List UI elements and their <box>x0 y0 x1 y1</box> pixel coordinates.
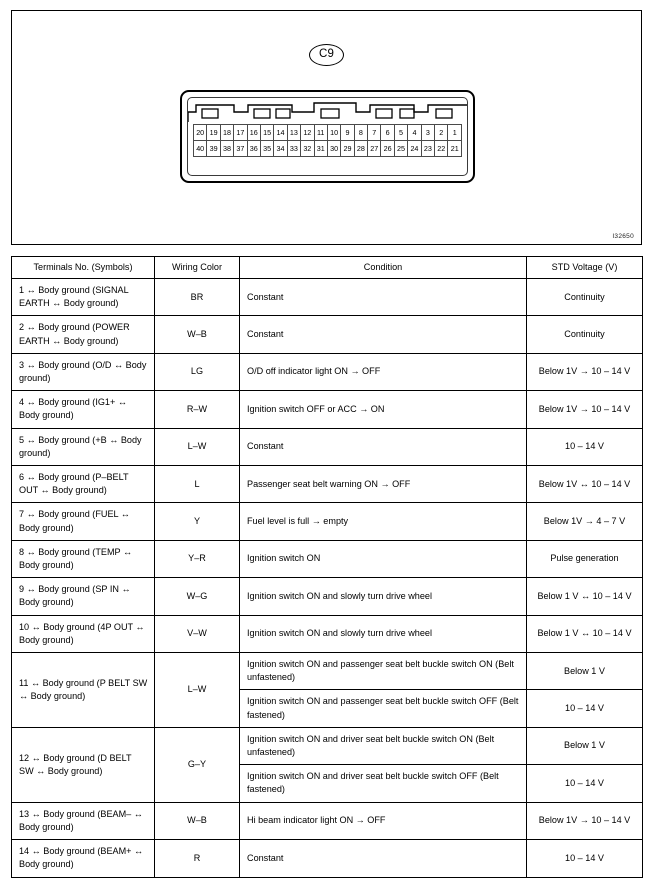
pin-cell: 27 <box>368 141 381 157</box>
cell-terminal: 11 ↔ Body ground (P BELT SW ↔ Body ground) <box>12 653 155 728</box>
cell-wiring-color: Y <box>155 503 240 540</box>
cell-voltage: 10 – 14 V <box>527 840 643 877</box>
cell-voltage: Below 1 V <box>527 727 643 764</box>
pin-cell: 19 <box>207 125 220 141</box>
pin-cell: 10 <box>327 125 340 141</box>
cell-voltage: Below 1 V ↔ 10 – 14 V <box>527 578 643 615</box>
table-row <box>12 316 643 353</box>
cell-voltage: 10 – 14 V <box>527 765 643 802</box>
cell-voltage: Below 1 V ↔ 10 – 14 V <box>527 615 643 652</box>
pin-cell: 25 <box>394 141 407 157</box>
cell-voltage: Below 1 V <box>527 653 643 690</box>
pin-cell: 20 <box>194 125 207 141</box>
table-row <box>12 653 643 690</box>
pin-cell: 1 <box>448 125 462 141</box>
cell-condition: Constant <box>240 316 527 353</box>
pin-cell: 6 <box>381 125 394 141</box>
cell-wiring-color: BR <box>155 279 240 316</box>
cell-wiring-color: L–W <box>155 653 240 728</box>
cell-condition: Constant <box>240 279 527 316</box>
cell-wiring-color: LG <box>155 353 240 390</box>
pin-cell: 13 <box>287 125 300 141</box>
table-row <box>12 391 643 428</box>
cell-terminal: 2 ↔ Body ground (POWER EARTH ↔ Body ground) <box>12 316 155 353</box>
cell-condition: Fuel level is full → empty <box>240 503 527 540</box>
table-row <box>12 279 643 316</box>
cell-voltage: Below 1V → 10 – 14 V <box>527 353 643 390</box>
header-terminals: Terminals No. (Symbols) <box>12 257 155 279</box>
cell-terminal: 8 ↔ Body ground (TEMP ↔ Body ground) <box>12 540 155 577</box>
pin-cell: 11 <box>314 125 327 141</box>
table-row <box>12 615 643 652</box>
header-condition: Condition <box>240 257 527 279</box>
pin-cell: 23 <box>421 141 434 157</box>
cell-wiring-color: W–G <box>155 578 240 615</box>
cell-terminal: 4 ↔ Body ground (IG1+ ↔ Body ground) <box>12 391 155 428</box>
cell-wiring-color: L <box>155 466 240 503</box>
table-row <box>12 503 643 540</box>
cell-condition: Ignition switch ON and passenger seat belt buckle switch ON (Belt unfastened) <box>240 653 527 690</box>
pin-cell: 39 <box>207 141 220 157</box>
cell-terminal: 6 ↔ Body ground (P–BELT OUT ↔ Body ground) <box>12 466 155 503</box>
cell-voltage: Pulse generation <box>527 540 643 577</box>
cell-terminal: 7 ↔ Body ground (FUEL ↔ Body ground) <box>12 503 155 540</box>
cell-terminal: 14 ↔ Body ground (BEAM+ ↔ Body ground) <box>12 840 155 877</box>
cell-terminal: 10 ↔ Body ground (4P OUT ↔ Body ground) <box>12 615 155 652</box>
table-header-row <box>12 257 643 279</box>
cell-wiring-color: R–W <box>155 391 240 428</box>
header-wiring-color: Wiring Color <box>155 257 240 279</box>
pin-cell: 26 <box>381 141 394 157</box>
pin-cell: 35 <box>260 141 273 157</box>
pin-cell: 14 <box>274 125 287 141</box>
cell-terminal: 1 ↔ Body ground (SIGNAL EARTH ↔ Body ground) <box>12 279 155 316</box>
cell-condition: Ignition switch ON and driver seat belt buckle switch ON (Belt unfastened) <box>240 727 527 764</box>
pin-cell: 2 <box>435 125 448 141</box>
cell-condition: Ignition switch ON and driver seat belt buckle switch OFF (Belt fastened) <box>240 765 527 802</box>
cell-voltage: Below 1V → 10 – 14 V <box>527 391 643 428</box>
figure-reference-code: I32650 <box>612 233 634 240</box>
pin-cell: 32 <box>301 141 314 157</box>
cell-condition: Ignition switch ON <box>240 540 527 577</box>
cell-terminal: 5 ↔ Body ground (+B ↔ Body ground) <box>12 428 155 465</box>
pin-cell: 4 <box>408 125 421 141</box>
cell-voltage: Below 1V → 10 – 14 V <box>527 802 643 839</box>
connector-locking-tabs <box>188 98 467 124</box>
table-row <box>12 802 643 839</box>
pin-row-top <box>194 125 462 141</box>
cell-terminal: 13 ↔ Body ground (BEAM– ↔ Body ground) <box>12 802 155 839</box>
pin-cell: 5 <box>394 125 407 141</box>
cell-condition: Ignition switch ON and slowly turn drive wheel <box>240 615 527 652</box>
connector-label <box>12 44 641 66</box>
cell-terminal: 12 ↔ Body ground (D BELT SW ↔ Body ground) <box>12 727 155 802</box>
pin-cell: 15 <box>260 125 273 141</box>
connector-pin-grid <box>193 124 462 157</box>
pin-cell: 29 <box>341 141 354 157</box>
table-row <box>12 727 643 764</box>
cell-voltage: 10 – 14 V <box>527 690 643 727</box>
cell-wiring-color: W–B <box>155 802 240 839</box>
pin-cell: 31 <box>314 141 327 157</box>
pin-cell: 40 <box>194 141 207 157</box>
pin-cell: 7 <box>368 125 381 141</box>
pin-cell: 28 <box>354 141 367 157</box>
cell-terminal: 9 ↔ Body ground (SP IN ↔ Body ground) <box>12 578 155 615</box>
pin-cell: 18 <box>220 125 233 141</box>
pin-row-bottom <box>194 141 462 157</box>
cell-condition: Passenger seat belt warning ON → OFF <box>240 466 527 503</box>
cell-wiring-color: V–W <box>155 615 240 652</box>
cell-terminal: 3 ↔ Body ground (O/D ↔ Body ground) <box>12 353 155 390</box>
cell-wiring-color: W–B <box>155 316 240 353</box>
connector-diagram-panel <box>11 10 642 245</box>
pin-cell: 22 <box>435 141 448 157</box>
pin-cell: 34 <box>274 141 287 157</box>
cell-condition: Ignition switch ON and slowly turn drive wheel <box>240 578 527 615</box>
cell-voltage: Continuity <box>527 316 643 353</box>
cell-condition: Constant <box>240 428 527 465</box>
table-row <box>12 428 643 465</box>
cell-voltage: 10 – 14 V <box>527 428 643 465</box>
cell-condition: O/D off indicator light ON → OFF <box>240 353 527 390</box>
pin-cell: 16 <box>247 125 260 141</box>
connector-inner-body <box>187 97 468 176</box>
table-row <box>12 540 643 577</box>
cell-wiring-color: L–W <box>155 428 240 465</box>
connector-label-text: C9 <box>309 44 344 66</box>
cell-condition: Ignition switch ON and passenger seat belt buckle switch OFF (Belt fastened) <box>240 690 527 727</box>
table-row <box>12 840 643 877</box>
cell-voltage: Below 1V → 4 – 7 V <box>527 503 643 540</box>
pin-cell: 36 <box>247 141 260 157</box>
pin-cell: 9 <box>341 125 354 141</box>
pin-cell: 12 <box>301 125 314 141</box>
header-std-voltage: STD Voltage (V) <box>527 257 643 279</box>
pin-cell: 33 <box>287 141 300 157</box>
pin-cell: 30 <box>327 141 340 157</box>
connector-illustration <box>180 90 475 183</box>
cell-wiring-color: R <box>155 840 240 877</box>
pin-cell: 17 <box>234 125 247 141</box>
cell-condition: Ignition switch OFF or ACC → ON <box>240 391 527 428</box>
cell-condition: Hi beam indicator light ON → OFF <box>240 802 527 839</box>
terminal-specification-table <box>11 256 643 878</box>
pin-cell: 8 <box>354 125 367 141</box>
pin-cell: 3 <box>421 125 434 141</box>
cell-voltage: Continuity <box>527 279 643 316</box>
pin-cell: 38 <box>220 141 233 157</box>
cell-voltage: Below 1V ↔ 10 – 14 V <box>527 466 643 503</box>
pin-cell: 21 <box>448 141 462 157</box>
pin-cell: 24 <box>408 141 421 157</box>
pin-cell: 37 <box>234 141 247 157</box>
table-row <box>12 353 643 390</box>
table-row <box>12 578 643 615</box>
cell-wiring-color: Y–R <box>155 540 240 577</box>
table-row <box>12 466 643 503</box>
cell-condition: Constant <box>240 840 527 877</box>
cell-wiring-color: G–Y <box>155 727 240 802</box>
